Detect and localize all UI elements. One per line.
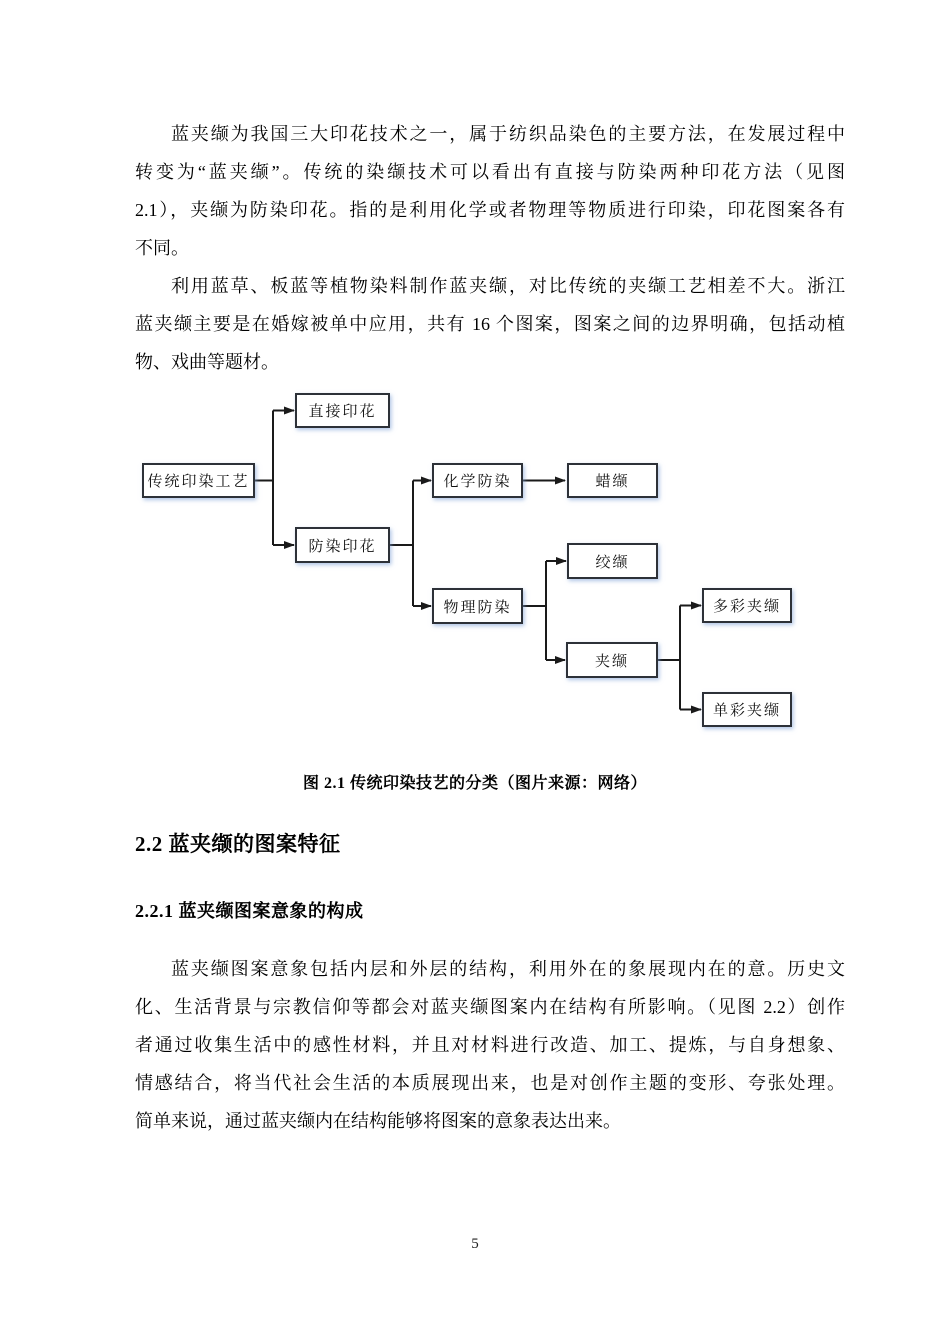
text-line: 情感结合，将当代社会生活的本质展现出来，也是对创作主题的变形、夸张处理。	[135, 1073, 845, 1093]
flow-node-traditional-craft: 传统印染工艺	[142, 463, 255, 498]
flow-connectors	[0, 385, 950, 750]
flow-node-physical-resist: 物理防染	[432, 588, 523, 624]
text-line: 者通过收集生活中的感性材料，并且对材料进行改造、加工、提炼，与自身想象、	[135, 1035, 845, 1055]
flow-node-direct-printing: 直接印花	[295, 393, 390, 428]
flow-node-monochrome-clamp: 单彩夹缬	[702, 692, 792, 727]
figure-flowchart	[0, 385, 950, 750]
text-line: 蓝夹缬为我国三大印花技术之一，属于纺织品染色的主要方法，在发展过程中	[171, 124, 845, 144]
flow-node-clamp-resist: 夹缬	[566, 642, 658, 678]
text-line: 转变为“蓝夹缬”。传统的染缬技术可以看出有直接与防染两种印花方法（见图	[135, 162, 845, 182]
flow-node-chemical-resist: 化学防染	[432, 463, 523, 498]
subsection-heading: 2.2.1 蓝夹缬图案意象的构成	[135, 901, 364, 921]
flow-node-resist-printing: 防染印花	[295, 527, 390, 563]
body-text-block-top	[135, 115, 845, 381]
flow-node-tie-dye: 绞缬	[567, 543, 658, 579]
text-line: 简单来说，通过蓝夹缬内在结构能够将图案的意象表达出来。	[135, 1111, 621, 1131]
text-line: 利用蓝草、板蓝等植物染料制作蓝夹缬，对比传统的夹缬工艺相差不大。浙江	[171, 276, 845, 296]
flow-node-wax-resist: 蜡缬	[567, 463, 658, 498]
text-line: 蓝夹缬主要是在婚嫁被单中应用，共有 16 个图案，图案之间的边界明确，包括动植	[135, 314, 845, 334]
flow-node-multicolor-clamp: 多彩夹缬	[702, 588, 792, 623]
figure-caption: 图 2.1 传统印染技艺的分类（图片来源：网络）	[302, 775, 647, 792]
text-line: 化、生活背景与宗教信仰等都会对蓝夹缬图案内在结构有所影响。（见图 2.2）创作	[135, 997, 845, 1017]
section-heading: 2.2 蓝夹缬的图案特征	[135, 832, 341, 856]
text-line: 物、戏曲等题材。	[135, 352, 279, 372]
body-text-block-bottom	[135, 950, 845, 1140]
page-number: 5	[471, 1236, 479, 1252]
text-line: 2.1），夹缬为防染印花。指的是利用化学或者物理等物质进行印染，印花图案各有	[135, 200, 845, 220]
text-line: 蓝夹缬图案意象包括内层和外层的结构，利用外在的象展现内在的意。历史文	[171, 959, 845, 979]
text-line: 不同。	[135, 238, 189, 258]
